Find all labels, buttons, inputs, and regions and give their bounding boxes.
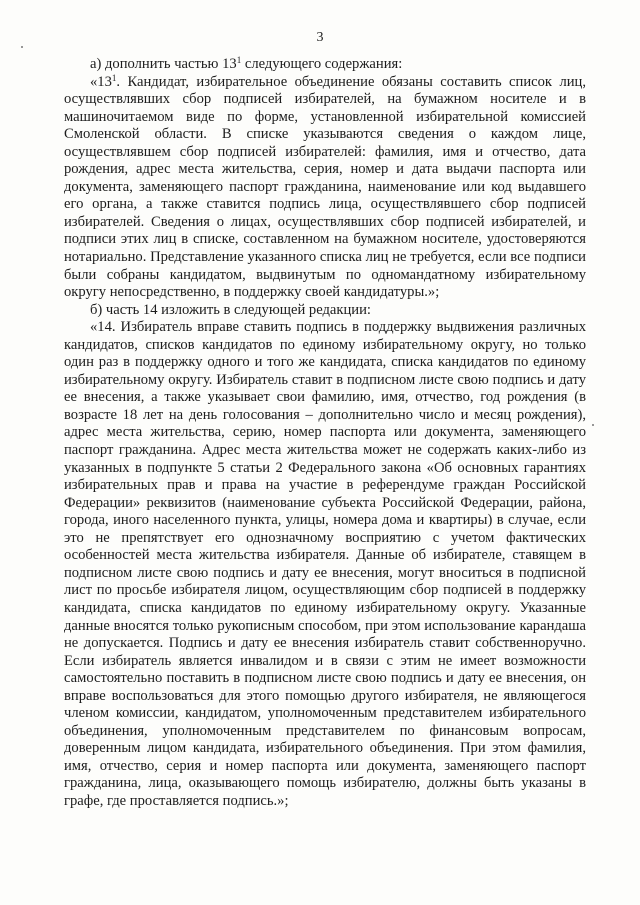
paragraph-text: б) часть 14 изложить в следующей редакции:	[90, 301, 371, 318]
paragraph-amendment-b	[64, 302, 586, 320]
paragraph-text: «14. Избиратель вправе ставить подпись в поддержку выдвижения различных кандидатов, списков кандидатов по единому избирательному округу, но только один раз в поддержку одного и того же кандидата, списка кандидатов по единому избирательному округу. Избиратель ставит в подписном листе свою подпись и дату ее внесения, а также указывает свои фамилию, имя, отчество, год рождения (в возрасте 18 лет на день голосования – дополнительно число и месяц рождения), адрес места жительства, серию, номер паспорта или документа, заменяющего паспорт гражданина. Адрес места жительства может не содержать каких-либо из указанных в подпункте 5 статьи 2 Федерального закона «Об основных гарантиях избирательных прав и права на участие в референдуме граждан Российской Федерации» реквизитов (наименование субъекта Российской Федерации, района, города, иного населенного пункта, улицы, номера дома и квартиры) в случае, если это не препятствует его однозначному восприятию с учетом фактических особенностей места жительства избирателя. Данные об избирателе, ставящем в подписном листе свою подпись и дату ее внесения, могут вноситься в подписной лист по просьбе избирателя лицом, осуществляющим сбор подписей в поддержку кандидата, списка кандидатов по единому избирательному округу. Указанные данные вносятся только рукописным способом, при этом использование карандаша не допускается. Подпись и дату ее внесения избиратель ставит собственноручно. Если избиратель является инвалидом и в связи с этим не имеет возможности самостоятельно поставить в подписном листе свою подпись и дату ее внесения, он вправе воспользоваться для этого помощью другого избирателя, не являющегося членом комиссии, кандидатом, уполномоченным представителем избирательного объединения, уполномоченным представителем по финансовым вопросам, доверенным лицом кандидата, избирательного объединения. При этом фамилия, имя, отчество, серия и номер паспорта или документа, заменяющего паспорт гражданина, лица, оказывающего помощь избирателю, должны быть указаны в графе, где проставляется подпись.»;	[64, 319, 586, 809]
paragraph-part-13-1	[64, 74, 586, 302]
scan-speck	[592, 424, 594, 426]
paragraph-amendment-a	[64, 56, 586, 74]
paragraph-part-14	[64, 319, 586, 810]
page-number: 3	[316, 30, 324, 45]
paragraph-text: следующего содержания:	[241, 56, 403, 72]
superscript: 1	[111, 72, 117, 83]
document-body	[64, 56, 586, 811]
superscript: 1	[236, 55, 242, 65]
paragraph-text: а) дополнить частью 13	[90, 56, 237, 72]
scan-speck	[21, 46, 23, 48]
paragraph-text: . Кандидат, избирательное объединение обязаны составить список лиц, осуществлявших сбор подписей избирателей, на бумажном носителе и в машиночитаемом виде по форме, установленной избирательной комиссией Смоленской области. В списке указываются сведения о каждом лице, осуществлявшем сбор подписей избирателей: фамилия, имя и отчество, дата рождения, адрес места жительства, серия, номер и дата выдачи паспорта или документа, заменяющего паспорт гражданина, наименование или код выдавшего его органа, а также ставится подпись лица, осуществлявшего сбор подписей избирателей. Сведения о лицах, осуществлявших сбор подписей избирателей, и подписи этих лиц в списке, составленном на бумажном носителе, удостоверяются нотариально. Представление указанного списка лиц не требуется, если все подписи были собраны кандидатом, выдвинутым по одномандатному избирательному округу непосредственно, в поддержку своей кандидатуры.»;	[64, 73, 586, 301]
paragraph-text: «13	[90, 73, 112, 90]
